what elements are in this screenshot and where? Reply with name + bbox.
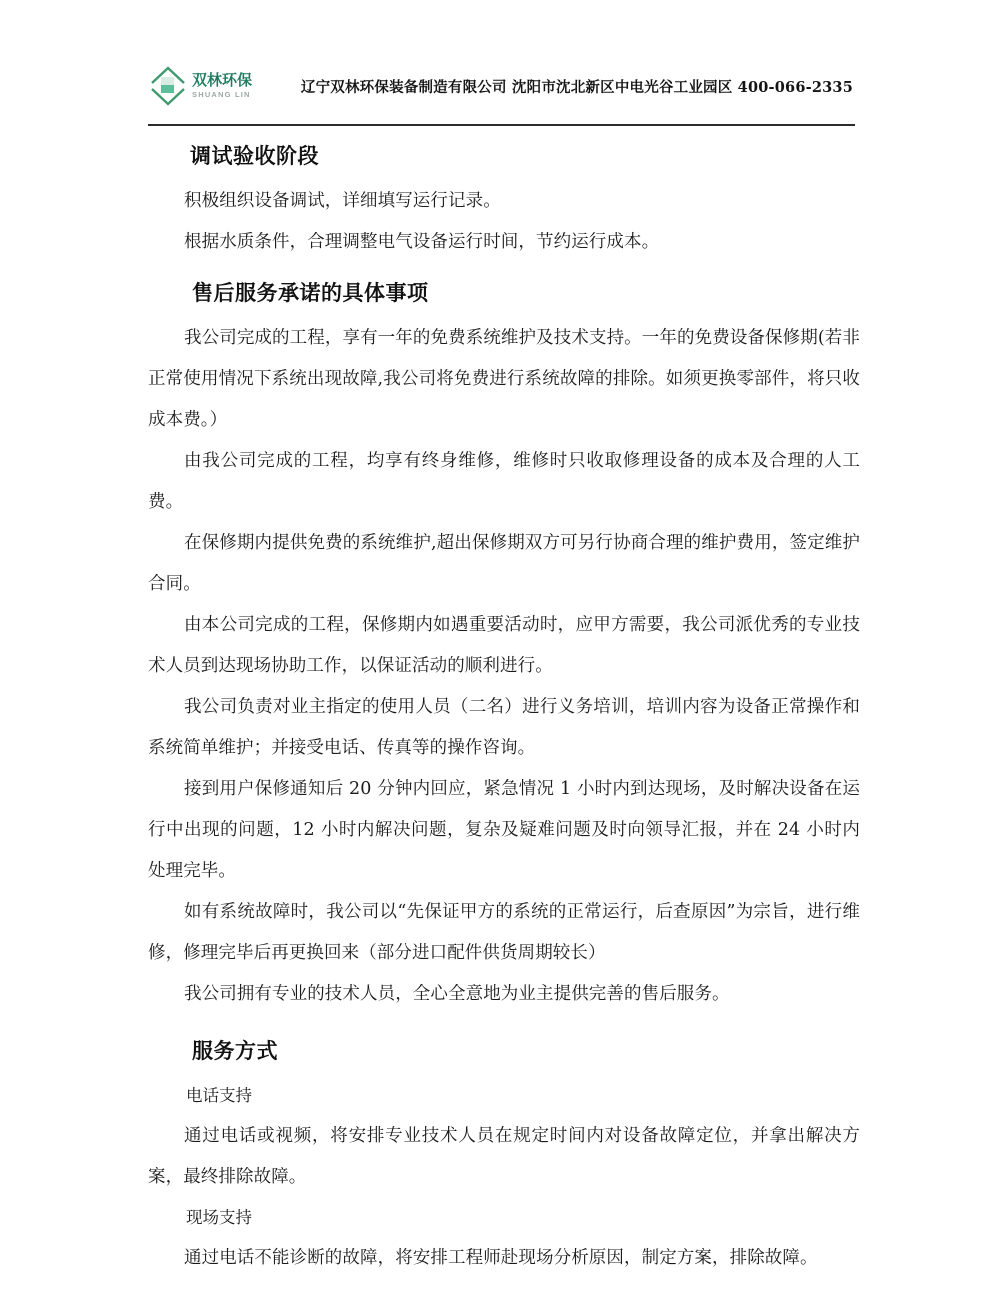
paragraph: 通过电话或视频，将安排专业技术人员在规定时间内对设备故障定位，并拿出解决方案，最终排除故障。	[148, 1126, 860, 1187]
paragraph: 由我公司完成的工程，均享有终身维修，维修时只收取修理设备的成本及合理的人工费。	[148, 451, 860, 512]
logo-english-name: SHUANG LIN	[192, 90, 251, 100]
section-heading-service-methods: 服务方式	[192, 1039, 278, 1063]
subsection-label-onsite-support: 现场支持	[186, 1208, 252, 1227]
section-heading-aftersales-commitments: 售后服务承诺的具体事项	[192, 281, 429, 305]
logo-chinese-name: 双林环保	[192, 71, 253, 90]
header-divider	[148, 124, 855, 126]
document-body	[148, 136, 860, 1279]
paragraph: 根据水质条件，合理调整电气设备运行时间，节约运行成本。	[184, 232, 660, 252]
paragraph: 接到用户保修通知后 20 分钟内回应，紧急情况 1 小时内到达现场，及时解决设备在运行中出现的问题，12 小时内解决问题，复杂及疑难问题及时向领导汇报，并在 24 小时内处理完毕。	[148, 779, 860, 881]
paragraph: 我公司完成的工程，享有一年的免费系统维护及技术支持。一年的免费设备保修期(若非正常使用情况下系统出现故障,我公司将免费进行系统故障的排除。如须更换零部件，将只收成本费。）	[148, 328, 860, 430]
paragraph: 由本公司完成的工程，保修期内如遇重要活动时，应甲方需要，我公司派优秀的专业技术人员到达现场协助工作，以保证活动的顺利进行。	[148, 615, 860, 676]
header-company-line: 辽宁双林环保装备制造有限公司 沈阳市沈北新区中电光谷工业园区 400-066-2335	[300, 78, 853, 96]
paragraph: 积极组织设备调试，详细填写运行记录。	[184, 191, 501, 211]
shuanglin-logo-icon	[148, 63, 188, 109]
paragraph: 通过电话不能诊断的故障，将安排工程师赴现场分析原因，制定方案，排除故障。	[184, 1248, 818, 1268]
logo-wordmark	[192, 73, 252, 99]
paragraph: 如有系统故障时，我公司以“先保证甲方的系统的正常运行，后查原因”为宗旨，进行维修，修理完毕后再更换回来（部分进口配件供货周期较长）	[148, 902, 860, 963]
company-logo	[148, 60, 266, 112]
paragraph: 我公司负责对业主指定的使用人员（二名）进行义务培训，培训内容为设备正常操作和系统简单维护；并接受电话、传真等的操作咨询。	[148, 697, 860, 758]
subsection-label-phone-support: 电话支持	[186, 1086, 252, 1105]
paragraph: 我公司拥有专业的技术人员，全心全意地为业主提供完善的售后服务。	[184, 984, 730, 1004]
paragraph: 在保修期内提供免费的系统维护,超出保修期双方可另行协商合理的维护费用，签定维护合同。	[148, 533, 860, 594]
section-heading-commissioning: 调试验收阶段	[190, 144, 319, 168]
page-header	[148, 55, 855, 117]
